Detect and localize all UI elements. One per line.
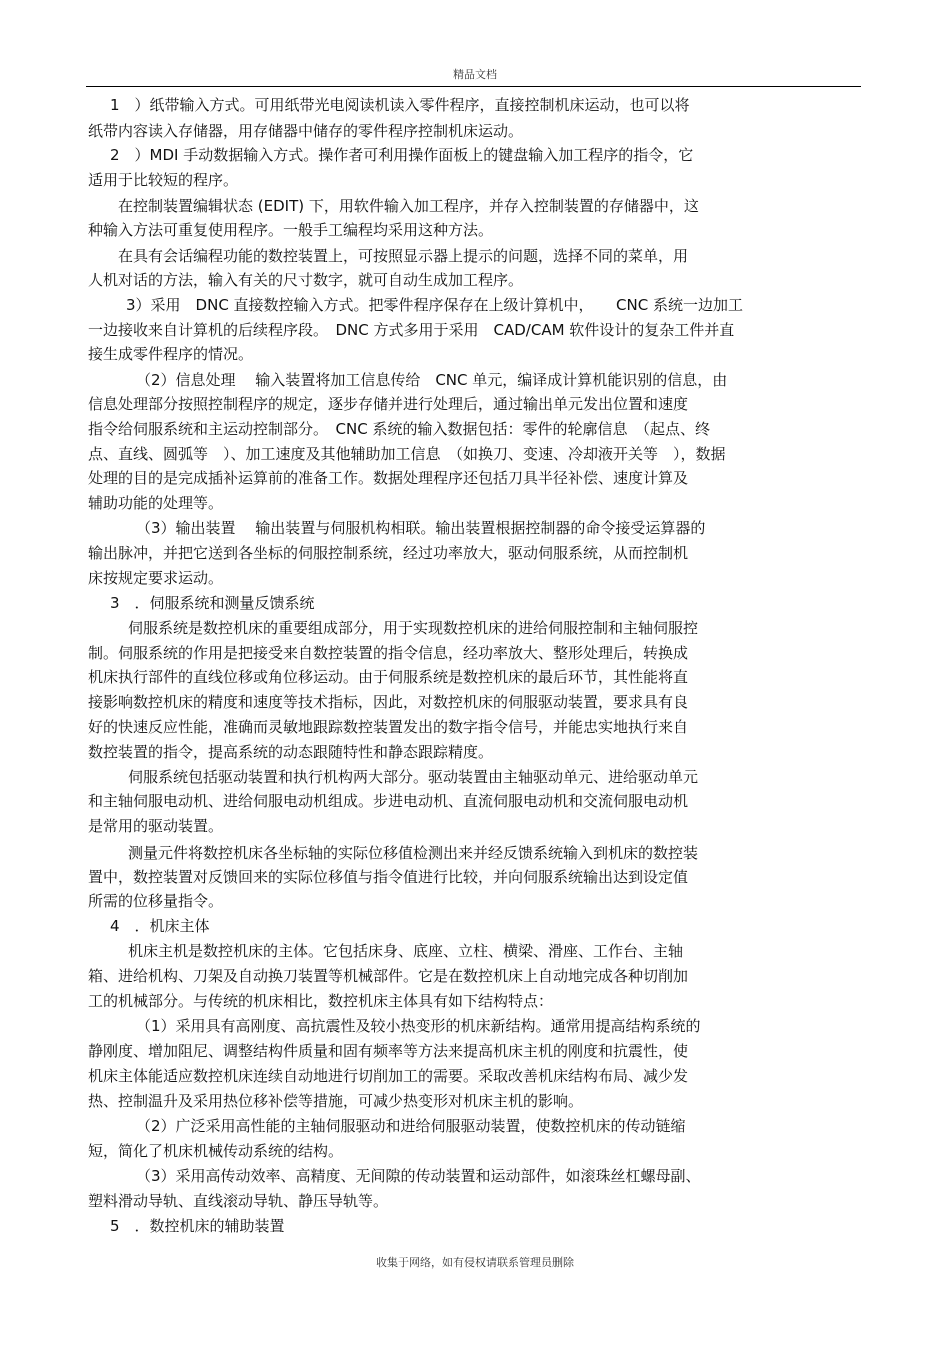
text-line: 短，简化了机床机械传动系统的结构。: [88, 1142, 344, 1160]
text-line: 置中，数控装置对反馈回来的实际位移值与指令值进行比较，并向伺服系统输出达到设定值: [88, 868, 689, 886]
page-footer: 收集于网络，如有侵权请联系管理员删除: [376, 1256, 574, 1269]
text-line: 机床执行部件的直线位移或角位移运动。由于伺服系统是数控机床的最后环节，其性能将直: [88, 668, 689, 686]
text-line: 点、直线、圆弧等 ）、加工速度及其他辅助加工信息 （如换刀、变速、冷却液开关等 ），数据: [88, 445, 726, 463]
text-line: 工的机械部分。与传统的机床相比，数控机床主体具有如下结构特点：: [88, 992, 554, 1010]
text-line: 接影响数控机床的精度和速度等技术指标，因此，对数控机床的伺服驱动装置，要求具有良: [88, 693, 689, 711]
text-line: 输出脉冲，并把它送到各坐标的伺服控制系统，经过功率放大，驱动伺服系统，从而控制机: [88, 544, 689, 562]
text-line: 箱、进给机构、刀架及自动换刀装置等机械部件。它是在数控机床上自动地完成各种切削加: [88, 967, 689, 985]
text-line: 纸带内容读入存储器，用存储器中储存的零件程序控制机床运动。: [88, 122, 524, 140]
page-header: 精品文档: [453, 68, 497, 81]
text-line: 处理的目的是完成插补运算前的准备工作。数据处理程序还包括刀具半径补偿、速度计算及: [88, 469, 689, 487]
section-heading: 5 ．数控机床的辅助装置: [110, 1217, 285, 1235]
text-line: 所需的位移量指令。: [88, 892, 224, 910]
text-line: 机床主体能适应数控机床连续自动地进行切削加工的需要。采取改善机床结构布局、减少发: [88, 1067, 689, 1085]
text-line: 塑料滑动导轨、直线滚动导轨、静压导轨等。: [88, 1192, 389, 1210]
text-line: （3）输出装置 输出装置与伺服机构相联。输出装置根据控制器的命令接受运算器的: [136, 519, 706, 537]
text-line: 在具有会话编程功能的数控装置上，可按照显示器上提示的问题，选择不同的菜单，用: [118, 247, 689, 265]
text-line: 信息处理部分按照控制程序的规定，逐步存储并进行处理后，通过输出单元发出位置和速度: [88, 395, 689, 413]
text-line: 数控装置的指令，提高系统的动态跟随特性和静态跟踪精度。: [88, 743, 494, 761]
text-line: 热、控制温升及采用热位移补偿等措施，可减少热变形对机床主机的影响。: [88, 1092, 584, 1110]
text-line: （2）信息处理 输入装置将加工信息传给 CNC 单元，编译成计算机能识别的信息，由: [136, 371, 728, 389]
text-line: （3）采用高传动效率、高精度、无间隙的传动装置和运动部件，如滚珠丝杠螺母副、: [136, 1167, 701, 1185]
text-line: 静刚度、增加阻尼、调整结构件质量和固有频率等方法来提高机床主机的刚度和抗震性，使: [88, 1042, 689, 1060]
text-line: 3）采用 DNC 直接数控输入方式。把零件程序保存在上级计算机中， CNC 系统一边加工: [126, 296, 743, 314]
text-line: 适用于比较短的程序。: [88, 171, 239, 189]
text-line: 接生成零件程序的情况。: [88, 345, 254, 363]
text-line: 指令给伺服系统和主运动控制部分。 CNC 系统的输入数据包括：零件的轮廓信息 （起点、终: [88, 420, 710, 438]
text-line: 床按规定要求运动。: [88, 569, 224, 587]
text-line: 人机对话的方法，输入有关的尺寸数字，就可自动生成加工程序。: [88, 271, 524, 289]
text-line: 伺服系统包括驱动装置和执行机构两大部分。驱动装置由主轴驱动单元、进给驱动单元: [128, 768, 699, 786]
text-line: 机床主机是数控机床的主体。它包括床身、底座、立柱、横梁、滑座、工作台、主轴: [128, 942, 684, 960]
text-line: 和主轴伺服电动机、进给伺服电动机组成。步进电动机、直流伺服电动机和交流伺服电动机: [88, 792, 689, 810]
header-divider: [86, 86, 861, 87]
text-line: 制。伺服系统的作用是把接受来自数控装置的指令信息，经功率放大、整形处理后，转换成: [88, 644, 689, 662]
text-line: 辅助功能的处理等。: [88, 494, 224, 512]
text-line: 伺服系统是数控机床的重要组成部分，用于实现数控机床的进给伺服控制和主轴伺服控: [128, 619, 699, 637]
text-line: 测量元件将数控机床各坐标轴的实际位移值检测出来并经反馈系统输入到机床的数控装: [128, 844, 699, 862]
text-line: 2 ）MDI 手动数据输入方式。操作者可利用操作面板上的键盘输入加工程序的指令，它: [110, 146, 694, 164]
section-heading: 4 ．机床主体: [110, 917, 210, 935]
text-line: 在控制装置编辑状态 (EDIT) 下，用软件输入加工程序，并存入控制装置的存储器中，这: [118, 197, 699, 215]
text-line: 1 ）纸带输入方式。可用纸带光电阅读机读入零件程序，直接控制机床运动，也可以将: [110, 96, 690, 114]
text-line: 一边接收来自计算机的后续程序段。 DNC 方式多用于采用 CAD/CAM 软件设计的复杂工件并直: [88, 321, 735, 339]
text-line: 种输入方法可重复使用程序。一般手工编程均采用这种方法。: [88, 221, 494, 239]
text-line: （2）广泛采用高性能的主轴伺服驱动和进给伺服驱动装置，使数控机床的传动链缩: [136, 1117, 686, 1135]
text-line: （1）采用具有高刚度、高抗震性及较小热变形的机床新结构。通常用提高结构系统的: [136, 1017, 701, 1035]
text-line: 是常用的驱动装置。: [88, 817, 224, 835]
section-heading: 3 ．伺服系统和测量反馈系统: [110, 594, 315, 612]
text-line: 好的快速反应性能，准确而灵敏地跟踪数控装置发出的数字指令信号，并能忠实地执行来自: [88, 718, 689, 736]
